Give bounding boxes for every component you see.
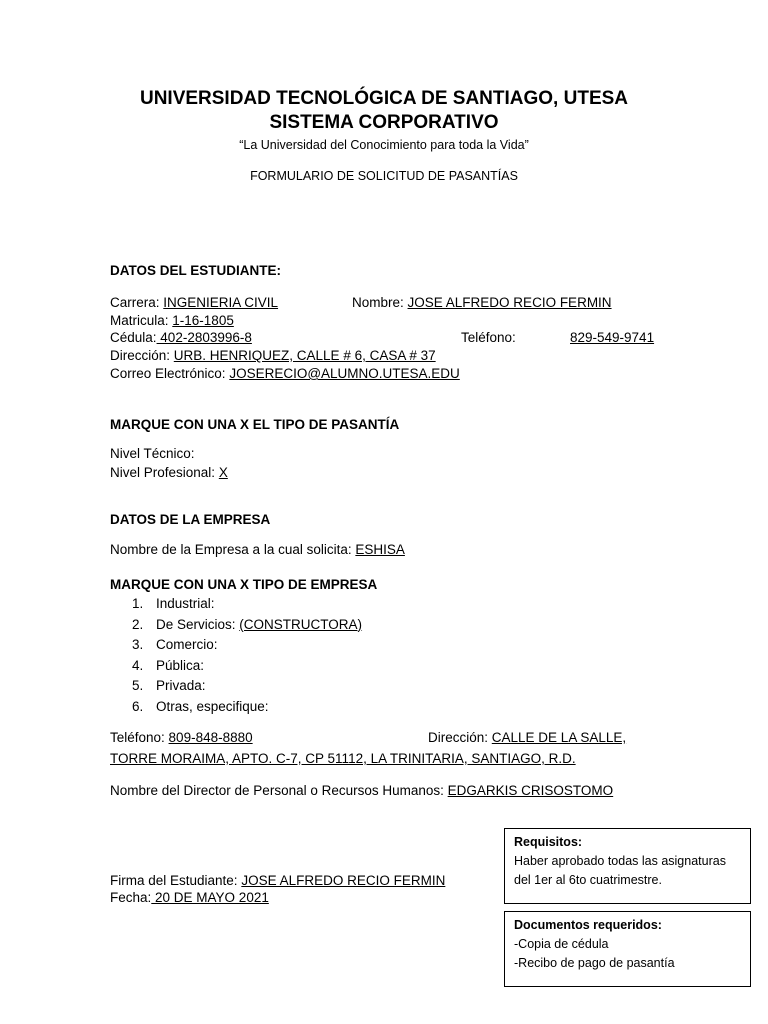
student-section-title: DATOS DEL ESTUDIANTE: — [110, 263, 282, 278]
documentos-line-1: -Copia de cédula — [514, 937, 609, 951]
cedula-row — [110, 330, 252, 345]
nivel-tecnico-label: Nivel Técnico: — [110, 446, 195, 461]
system-title: SISTEMA CORPORATIVO — [269, 112, 499, 133]
company-direccion-value-2: TORRE MORAIMA, APTO. C-7, CP 51112, LA TRINITARIA, SANTIAGO, R.D. — [110, 751, 576, 766]
nivel-profesional-label: Nivel Profesional: — [110, 465, 219, 480]
company-section-title: DATOS DE LA EMPRESA — [110, 512, 271, 527]
list-item: 4. Pública: — [132, 657, 205, 673]
director-label: Nombre del Director de Personal o Recursos Humanos: — [110, 783, 448, 798]
firma-label: Firma del Estudiante: — [110, 873, 242, 888]
cedula-label: Cédula: — [110, 330, 157, 345]
company-name-value: ESHISA — [355, 542, 405, 557]
nivel-profesional-mark: X — [218, 465, 228, 480]
matricula-label: Matricula: — [110, 313, 173, 328]
list-item: 6. Otras, especifique: — [132, 698, 269, 714]
company-type-list — [132, 594, 362, 718]
correo-row — [110, 366, 460, 381]
company-name-row — [110, 542, 405, 557]
internship-type-title: MARQUE CON UNA X EL TIPO DE PASANTÍA — [110, 417, 400, 432]
firma-value: JOSE ALFREDO RECIO FERMIN — [241, 873, 446, 888]
direccion-value: URB. HENRIQUEZ, CALLE # 6, CASA # 37 — [173, 348, 436, 363]
company-telefono-label: Teléfono: — [110, 730, 169, 745]
carrera-value: INGENIERIA CIVIL — [163, 295, 279, 310]
company-telefono-value: 809-848-8880 — [168, 730, 253, 745]
company-direccion-value-1: CALLE DE LA SALLE, — [491, 730, 627, 745]
fecha-row — [110, 890, 269, 905]
list-item: 5. Privada: — [132, 678, 206, 694]
nombre-row — [352, 295, 612, 310]
matricula-value: 1-16-1805 — [172, 313, 234, 328]
company-direccion-label: Dirección: — [428, 730, 492, 745]
company-type-title: MARQUE CON UNA X TIPO DE EMPRESA — [110, 577, 378, 592]
telefono-value: 829-549-9741 — [570, 330, 655, 345]
list-item: 1. Industrial: — [132, 596, 215, 611]
fecha-value: 20 DE MAYO 2021 — [151, 890, 269, 905]
direccion-row — [110, 348, 436, 363]
list-item: 2. De Servicios: (CONSTRUCTORA) — [132, 616, 363, 632]
nivel-profesional-row — [110, 465, 228, 480]
requisitos-title: Requisitos: — [514, 835, 583, 849]
company-name-label: Nombre de la Empresa a la cual solicita: — [110, 542, 356, 557]
requisitos-line-2: del 1er al 6to cuatrimestre. — [514, 873, 662, 887]
company-telefono-row — [110, 730, 253, 745]
firma-row — [110, 873, 445, 888]
university-title: UNIVERSIDAD TECNOLÓGICA DE SANTIAGO, UTESA — [139, 88, 629, 109]
carrera-label: Carrera: — [110, 295, 164, 310]
cedula-value: 402-2803996-8 — [156, 330, 252, 345]
documentos-line-2: -Recibo de pago de pasantía — [514, 956, 675, 970]
nombre-value: JOSE ALFREDO RECIO FERMIN — [407, 295, 612, 310]
documentos-title: Documentos requeridos: — [514, 918, 662, 932]
requisitos-line-1: Haber aprobado todas las asignaturas — [514, 854, 726, 868]
director-value: EDGARKIS CRISOSTOMO — [447, 783, 614, 798]
matricula-row — [110, 313, 234, 328]
form-title: FORMULARIO DE SOLICITUD DE PASANTÍAS — [250, 169, 518, 183]
fecha-label: Fecha: — [110, 890, 152, 905]
list-item: 3. Comercio: — [132, 637, 218, 653]
requisitos-box — [504, 828, 751, 904]
motto: “La Universidad del Conocimiento para toda la Vida” — [239, 138, 529, 152]
carrera-row — [110, 295, 278, 310]
direccion-label: Dirección: — [110, 348, 174, 363]
director-row — [110, 783, 613, 798]
documentos-box — [504, 911, 751, 987]
correo-value: JOSERECIO@ALUMNO.UTESA.EDU — [229, 366, 460, 381]
telefono-label: Teléfono: — [461, 330, 516, 345]
nombre-label: Nombre: — [352, 295, 408, 310]
correo-label: Correo Electrónico: — [110, 366, 230, 381]
company-direccion-row — [428, 730, 626, 745]
